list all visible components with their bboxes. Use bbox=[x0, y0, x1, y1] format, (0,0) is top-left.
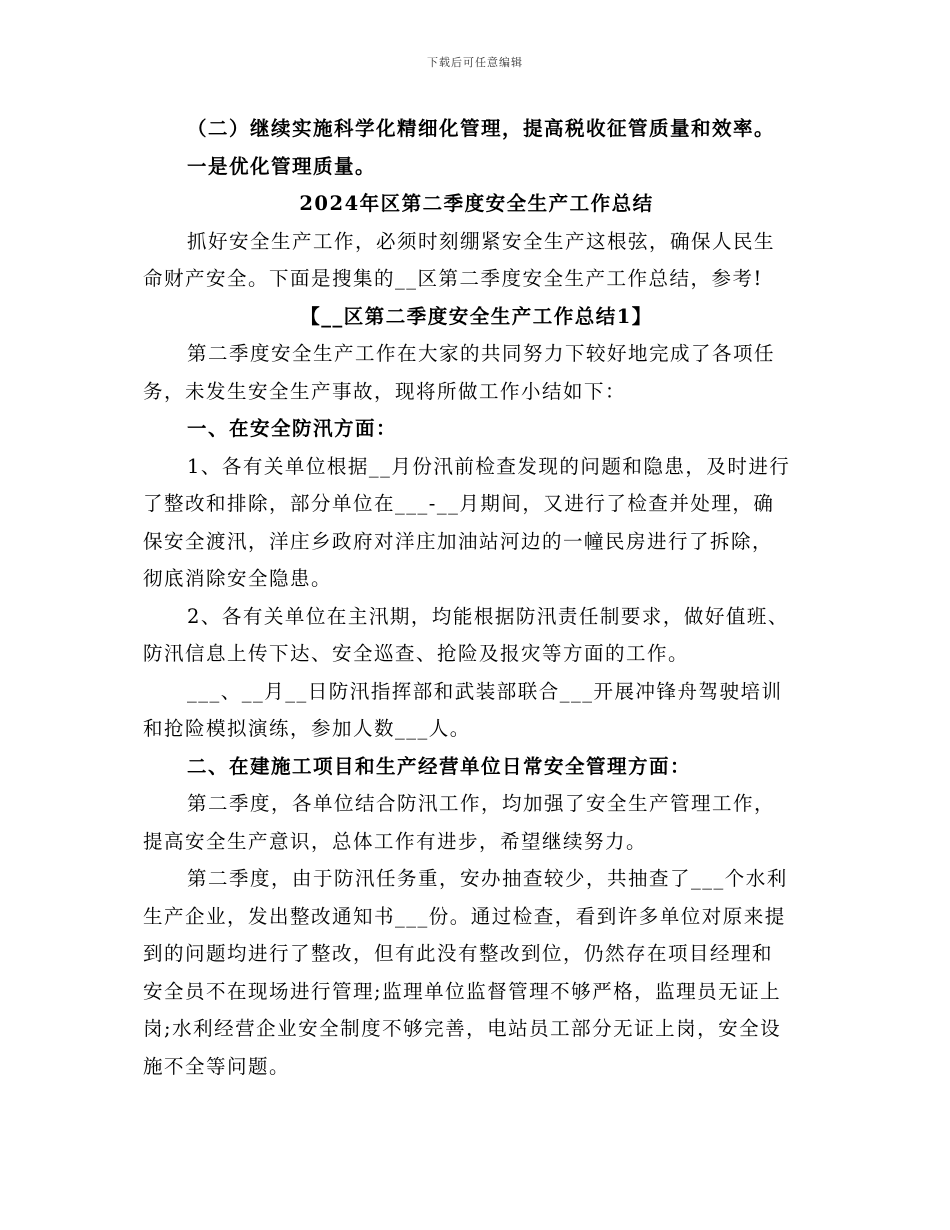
document-title: 2024年区第二季度安全生产工作总结 bbox=[299, 192, 654, 215]
text-line: 第二季度，各单位结合防汛工作，均加强了安全生产管理工作， bbox=[187, 792, 776, 815]
text-line: ___、__月__日防汛指挥部和武装部联合___开展冲锋舟驾驶培训 bbox=[187, 679, 783, 703]
text-line: 到的问题均进行了整改，但有此没有整改到位，仍然存在项目经理和 bbox=[143, 942, 774, 965]
text-line: 和抢险模拟演练，参加人数___人。 bbox=[143, 717, 471, 740]
text-line: 岗;水利经营企业安全制度不够完善，电站员工部分无证上岗，安全设 bbox=[143, 1017, 782, 1040]
page-header-note: 下载后可任意编辑 bbox=[427, 56, 523, 69]
construction-paragraph-2 bbox=[143, 860, 810, 1085]
text-line: 防汛信息上传下达、安全巡查、抢险及报灾等方面的工作。 bbox=[143, 642, 690, 665]
item-3-paragraph bbox=[143, 673, 810, 748]
heading-construction-safety: 二、在建施工项目和生产经营单位日常安全管理方面： bbox=[187, 754, 692, 778]
text-line: 提高安全生产意识，总体工作有进步，希望继续努力。 bbox=[143, 829, 648, 853]
text-line: 第二季度，由于防汛任务重，安办抽查较少，共抽查了___个水利 bbox=[187, 867, 788, 890]
item-1-paragraph bbox=[143, 448, 810, 598]
item-2-paragraph bbox=[143, 598, 810, 673]
intro-paragraph bbox=[143, 223, 810, 298]
text-line: 彻底消除安全隐患。 bbox=[143, 567, 333, 590]
text-line: 2、各有关单位在主汛期，均能根据防汛责任制要求，做好值班、 bbox=[187, 604, 789, 628]
part-title: 【__区第二季度安全生产工作总结1】 bbox=[300, 304, 653, 328]
sub-heading: 一是优化管理质量。 bbox=[187, 154, 377, 178]
construction-paragraph-1 bbox=[143, 785, 810, 860]
document-body bbox=[143, 110, 810, 1085]
heading-flood-control: 一、在安全防汛方面： bbox=[187, 417, 398, 440]
section-heading: （二）继续实施科学化精细化管理，提高税收征管质量和效率。 bbox=[187, 117, 776, 140]
text-line: 安全员不在现场进行管理;监理单位监督管理不够严格，监理员无证上 bbox=[143, 979, 782, 1003]
text-line: 命财产安全。下面是搜集的__区第二季度安全生产工作总结，参考! bbox=[143, 267, 763, 290]
text-line: 施不全等问题。 bbox=[143, 1054, 291, 1078]
text-line: 1、各有关单位根据__月份汛前检查发现的问题和隐患，及时进行 bbox=[187, 454, 791, 478]
text-line: 第二季度安全生产工作在大家的共同努力下较好地完成了各项任 bbox=[187, 342, 776, 365]
text-line: 生产企业，发出整改通知书___份。通过检查，看到许多单位对原来提 bbox=[143, 904, 786, 928]
text-line: 保安全渡汛，洋庄乡政府对洋庄加油站河边的一幢民房进行了拆除， bbox=[143, 529, 774, 553]
summary-paragraph bbox=[143, 335, 810, 410]
text-line: 了整改和排除，部分单位在___-__月期间，又进行了检查并处理，确 bbox=[143, 492, 775, 515]
text-line: 务，未发生安全生产事故，现将所做工作小结如下： bbox=[143, 379, 627, 403]
text-line: 抓好安全生产工作，必须时刻绷紧安全生产这根弦，确保人民生 bbox=[187, 229, 776, 253]
